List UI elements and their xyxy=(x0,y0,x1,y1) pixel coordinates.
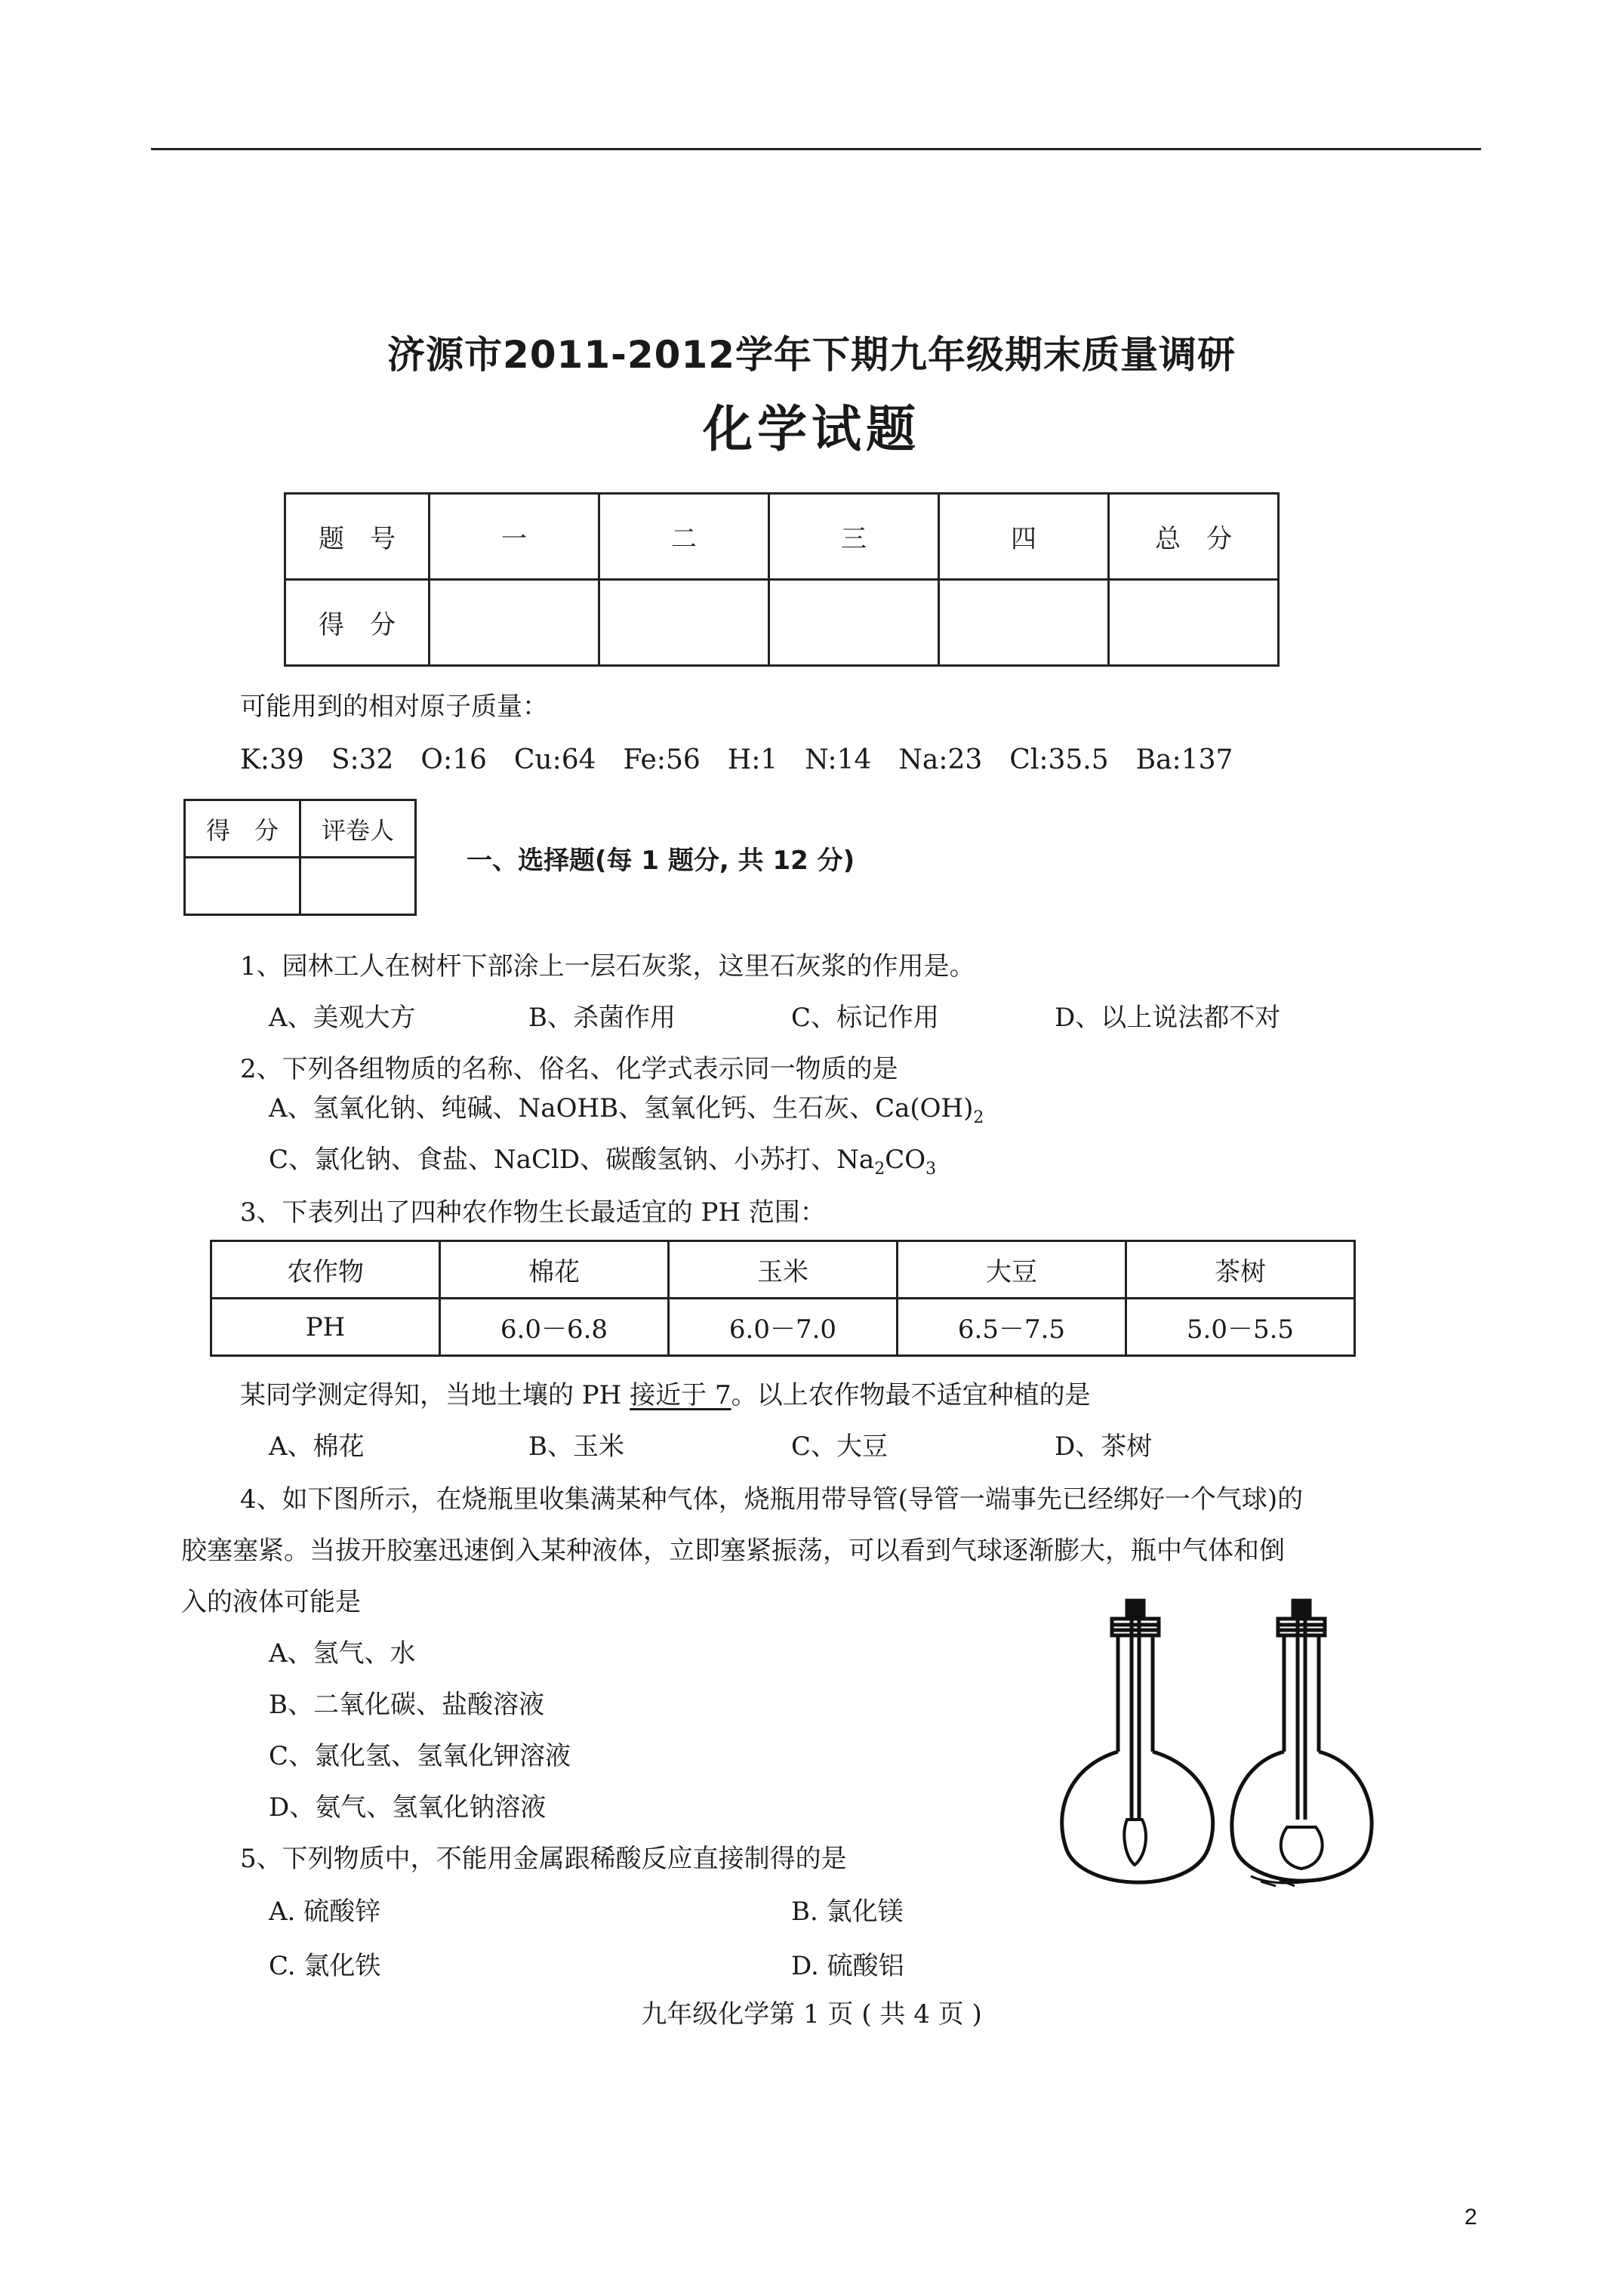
q3-option-c: C、大豆 xyxy=(791,1432,888,1462)
col-header-3: 三 xyxy=(769,494,939,580)
grader-name-label: 评卷人 xyxy=(300,800,416,858)
q1-option-d: D、以上说法都不对 xyxy=(1055,1003,1281,1033)
q5-option-c: C. 氯化铁 xyxy=(269,1951,381,1981)
col-header-4: 四 xyxy=(939,494,1109,580)
q2-options-ab: A、氢氧化钠、纯碱、NaOHB、氢氧化钙、生石灰、$Ca(OH)_2$ xyxy=(269,1093,984,1127)
page-number: 2 xyxy=(1464,2205,1477,2230)
q5-option-b: B. 氯化镁 xyxy=(791,1897,904,1927)
q1-option-a: A、美观大方 xyxy=(269,1003,416,1033)
ph-row-label: PH xyxy=(211,1299,440,1356)
exam-title: 济源市2011-2012学年下期九年级期末质量调研 xyxy=(387,333,1236,377)
flask-right-icon xyxy=(1232,1601,1372,1886)
score-cell-4[interactable] xyxy=(939,580,1109,666)
grader-score-cell[interactable] xyxy=(185,858,300,915)
ph-header-soybean: 大豆 xyxy=(898,1241,1126,1299)
col-header-total: 总 分 xyxy=(1109,494,1279,580)
row-header-question-no: 题 号 xyxy=(285,494,430,580)
q4-stem-line2: 胶塞塞紧。当拔开胶塞迅速倒入某种液体，立即塞紧振荡，可以看到气球逐渐膨大，瓶中气体和倒 xyxy=(181,1536,1285,1566)
page-footer-label: 九年级化学第 1 页 ( 共 4 页 ) xyxy=(641,1999,982,2029)
top-rule xyxy=(151,148,1481,150)
ph-value-cotton: 6.0－6.8 xyxy=(440,1299,669,1356)
ph-header-crop: 农作物 xyxy=(211,1241,440,1299)
q1-option-c: C、标记作用 xyxy=(791,1003,940,1033)
score-cell-1[interactable] xyxy=(430,580,599,666)
grader-box xyxy=(183,799,417,916)
section1-heading: 一、选择题(每 1 题分, 共 12 分) xyxy=(467,846,855,876)
flask-balloon-illustration xyxy=(1053,1593,1393,1910)
score-table-header-row xyxy=(285,494,1279,580)
q3-option-d: D、茶树 xyxy=(1055,1432,1153,1462)
ph-header-tea: 茶树 xyxy=(1126,1241,1355,1299)
ph-value-soybean: 6.5－7.5 xyxy=(898,1299,1126,1356)
q5-option-a: A. 硫酸锌 xyxy=(269,1897,381,1927)
ph-table-header-row xyxy=(211,1241,1355,1299)
grader-name-cell[interactable] xyxy=(300,858,416,915)
q1-stem: 1、园林工人在树杆下部涂上一层石灰浆，这里石灰浆的作用是。 xyxy=(240,951,975,982)
q2-options-cd: C、氯化钠、食盐、NaClD、碳酸氢钠、小苏打、$Na_2CO_3$ xyxy=(269,1145,937,1179)
ph-table xyxy=(210,1240,1356,1357)
ph-value-tea: 5.0－5.5 xyxy=(1126,1299,1355,1356)
atomic-mass-label: 可能用到的相对原子质量： xyxy=(240,692,548,722)
atomic-mass-values: K:39 S:32 O:16 Cu:64 Fe:56 H:1 N:14 Na:23 Cl:35.5 Ba:137 xyxy=(240,744,1233,775)
q4-option-b: B、二氧化碳、盐酸溶液 xyxy=(269,1690,544,1720)
score-table xyxy=(284,492,1280,667)
q4-stem-line3: 入的液体可能是 xyxy=(181,1587,361,1617)
ph-table-value-row xyxy=(211,1299,1355,1356)
q4-stem-line1: 4、如下图所示，在烧瓶里收集满某种气体，烧瓶用带导管(导管一端事先已经绑好一个气球)的 xyxy=(240,1484,1304,1515)
q4-option-d: D、氨气、氢氧化钠溶液 xyxy=(269,1792,547,1823)
q2-stem: 2、下列各组物质的名称、俗名、化学式表示同一物质的是 xyxy=(240,1054,898,1084)
q1-option-b: B、杀菌作用 xyxy=(528,1003,676,1033)
ph-value-corn: 6.0－7.0 xyxy=(669,1299,898,1356)
score-table-score-row xyxy=(285,580,1279,666)
grader-score-label: 得 分 xyxy=(185,800,300,858)
q3-option-a: A、棉花 xyxy=(269,1432,365,1462)
score-cell-3[interactable] xyxy=(769,580,939,666)
q5-option-d: D. 硫酸铝 xyxy=(791,1951,904,1981)
q3-followup: 某同学测定得知，当地土壤的 PH 接近于 7。以上农作物最不适宜种植的是 xyxy=(240,1380,1091,1410)
row-header-score: 得 分 xyxy=(285,580,430,666)
q3-option-b: B、玉米 xyxy=(528,1432,624,1462)
flask-left-icon xyxy=(1062,1601,1213,1882)
score-cell-2[interactable] xyxy=(599,580,769,666)
col-header-2: 二 xyxy=(599,494,769,580)
q4-option-a: A、氢气、水 xyxy=(269,1638,416,1669)
ph-header-corn: 玉米 xyxy=(669,1241,898,1299)
col-header-1: 一 xyxy=(430,494,599,580)
score-cell-total[interactable] xyxy=(1109,580,1279,666)
exam-subtitle: 化学试题 xyxy=(703,400,920,458)
q5-stem: 5、下列物质中，不能用金属跟稀酸反应直接制得的是 xyxy=(240,1844,847,1874)
ph-header-cotton: 棉花 xyxy=(440,1241,669,1299)
q3-stem: 3、下表列出了四种农作物生长最适宜的 PH 范围： xyxy=(240,1197,826,1228)
q4-option-c: C、氯化氢、氢氧化钾溶液 xyxy=(269,1741,571,1771)
